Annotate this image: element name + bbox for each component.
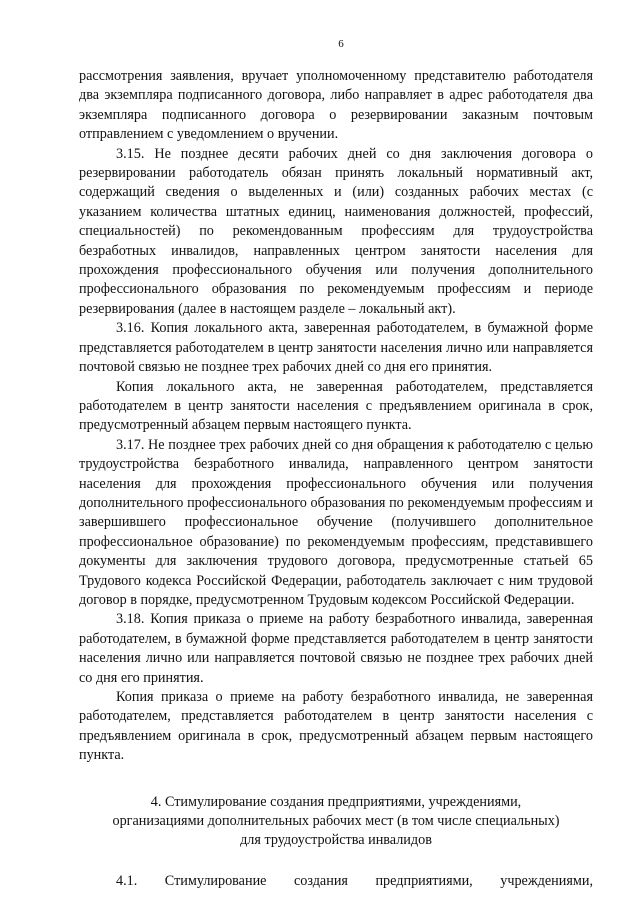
paragraph-4-1-start: 4.1. Стимулирование создания предприятиями, учреждениями, <box>116 872 593 889</box>
paragraph: 3.18. Копия приказа о приеме на работу безработного инвалида, заверенная работодателем, в бумажной форме представляется работодателем в центр занятости населения лично или направляется почтовой связью не позднее трех рабочих дней со дня его принятия. <box>79 611 593 686</box>
paragraph: 3.15. Не позднее десяти рабочих дней со дня заключения договора о резервировании работодатель обязан принять локальный нормативный акт, содержащий сведения о выделенных и (или) созданных рабочих местах (с указанием количества штатных единиц, наименования должностей, профессий, специальностей) по рекомендованным профессиям для трудоустройства безработных инвалидов, направленных центром занятости населения для прохождения профессионального обучения или получения дополнительного профессионального образования по рекомендуемым профессиям и периоде резервирования (далее в настоящем разделе – локальный акт). <box>79 145 593 317</box>
section-heading-line: для трудоустройства инвалидов <box>240 832 432 849</box>
section-heading <box>79 793 593 851</box>
section-heading-line: организациями дополнительных рабочих мест (в том числе специальных) <box>112 813 560 830</box>
paragraph: 3.17. Не позднее трех рабочих дней со дня обращения к работодателю с целью трудоустройства безработного инвалида, направленного центром занятости населения для прохождения профессионального обучения или получения дополнительного профессионального образования по рекомендуемым профессиям и завершившего профессиональное обучение (получившего дополнительное профессиональное образование) по рекомендуемым профессиям, представившего документы для заключения трудового договора, предусмотренные статьей 65 Трудового кодекса Российской Федерации, работодатель заключает с ним трудовой договор в порядке, предусмотренном Трудовым кодексом Российской Федерации. <box>79 436 593 608</box>
paragraph: рассмотрения заявления, вручает уполномоченному представителю работодателя два экземпляра подписанного договора, либо направляет в адрес работодателя два экземпляра подписанного договора о резервировании заказным почтовым отправлением с уведомлением о вручении. <box>79 68 593 143</box>
paragraph: Копия локального акта, не заверенная работодателем, представляется работодателем в центр занятости населения с предъявлением оригинала в срок, предусмотренный абзацем первым настоящего пункта. <box>79 378 593 434</box>
paragraph: 3.16. Копия локального акта, заверенная работодателем, в бумажной форме представляется работодателем в центр занятости населения лично или направляется почтовой связью не позднее трех рабочих дней со дня его принятия. <box>79 320 593 376</box>
section-heading-line: 4. Стимулирование создания предприятиями, учреждениями, <box>150 793 522 810</box>
paragraph: Копия приказа о приеме на работу безработного инвалида, не заверенная работодателем, представляется работодателем в центр занятости населения с предъявлением оригинала в срок, предусмотренный абзацем первым настоящего пункта. <box>79 689 593 764</box>
document-body <box>79 67 593 766</box>
page-number: 6 <box>338 38 344 50</box>
